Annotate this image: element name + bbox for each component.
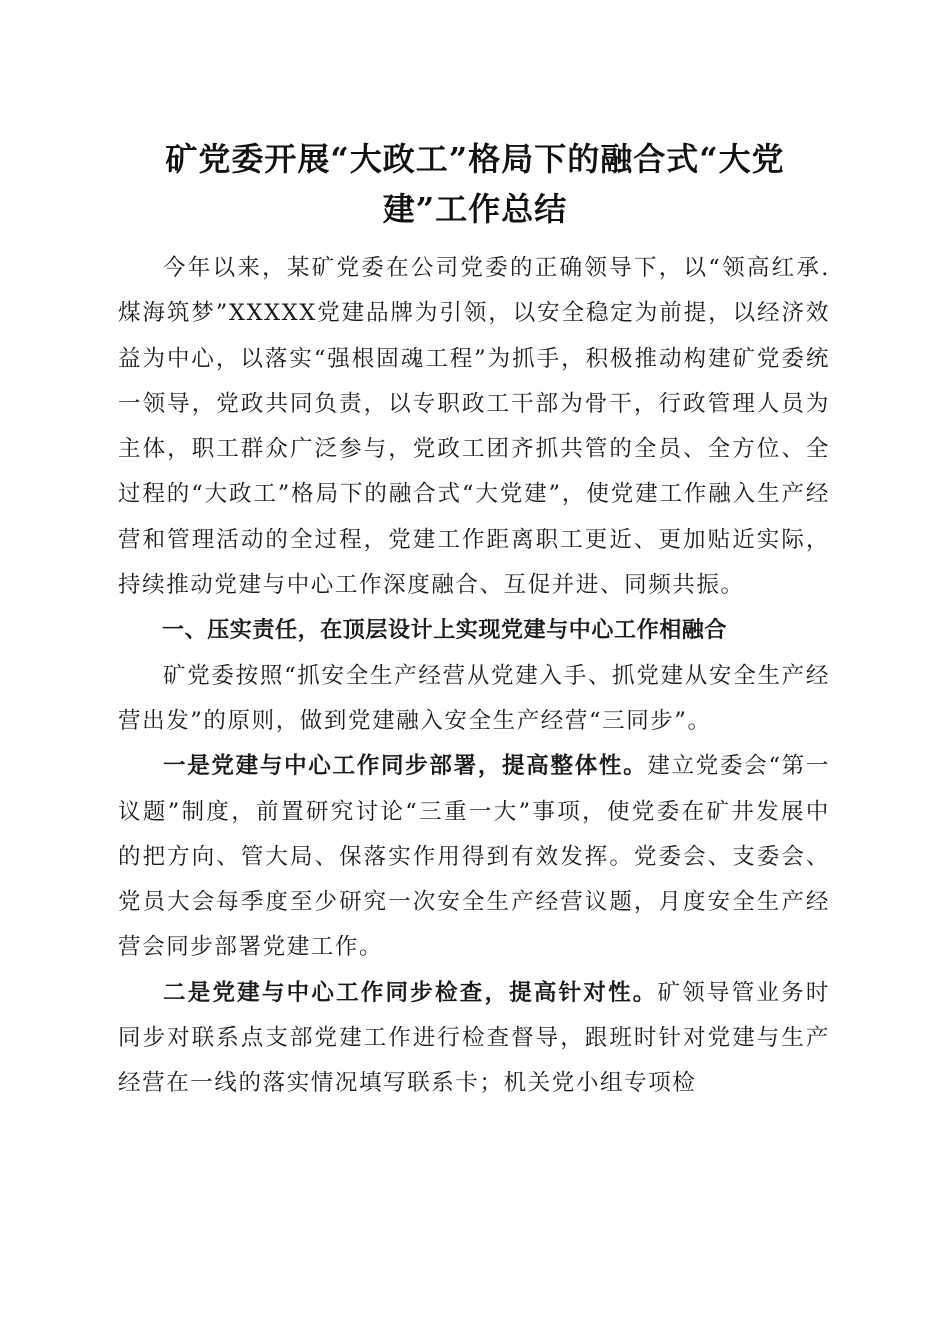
title-line-2: 建”工作总结	[382, 190, 568, 228]
section-1-paragraph: 矿党委按照“抓安全生产经营从党建入手、抓党建从安全生产经营出发”的原则，做到党建融入安全生产经营“三同步”。	[118, 662, 830, 734]
document-title	[110, 134, 840, 234]
point-1-paragraph	[118, 744, 830, 970]
intro-paragraph: 今年以来，某矿党委在公司党委的正确领导下，以“领高红承.煤海筑梦”XXXXX党建品牌为引领，以安全稳定为前提，以经济效益为中心，以落实“强根固魂工程”为抓手，积极推动构建矿党委统一领导，党政共同负责，以专职政工干部为骨干，行政管理人员为主体，职工群众广泛参与，党政工团齐抓共管的全员、全方位、全过程的“大政工”格局下的融合式“大党建”，使党建工作融入生产经营和管理活动的全过程，党建工作距离职工更近、更加贴近实际，持续推动党建与中心工作深度融合、互促并进、同频共振。	[118, 255, 830, 599]
point-2-body: 矿领导管业务时同步对联系点支部党建工作进行检查督导，跟班时针对党建与生产经营在一线的落实情况填写联系卡；机关党小组专项检	[118, 979, 830, 1097]
point-1-body: 建立党委会“第一议题”制度，前置研究讨论“三重一大”事项，使党委在矿井发展中的把方向、管大局、保落实作用得到有效发挥。党委会、支委会、党员大会每季度至少研究一次安全生产经营议题，月度安全生产经营会同步部署党建工作。	[118, 753, 830, 961]
point-2-lead: 二是党建与中心工作同步检查，提高针对性。	[163, 979, 658, 1006]
point-1-lead: 一是党建与中心工作同步部署，提高整体性。	[163, 753, 648, 780]
point-2-paragraph	[118, 971, 830, 1107]
title-line-1: 矿党委开展“大政工”格局下的融合式“大党	[165, 140, 785, 178]
section-1-heading: 一、压实责任，在顶层设计上实现党建与中心工作相融合	[162, 618, 728, 644]
document-body	[118, 246, 830, 1107]
